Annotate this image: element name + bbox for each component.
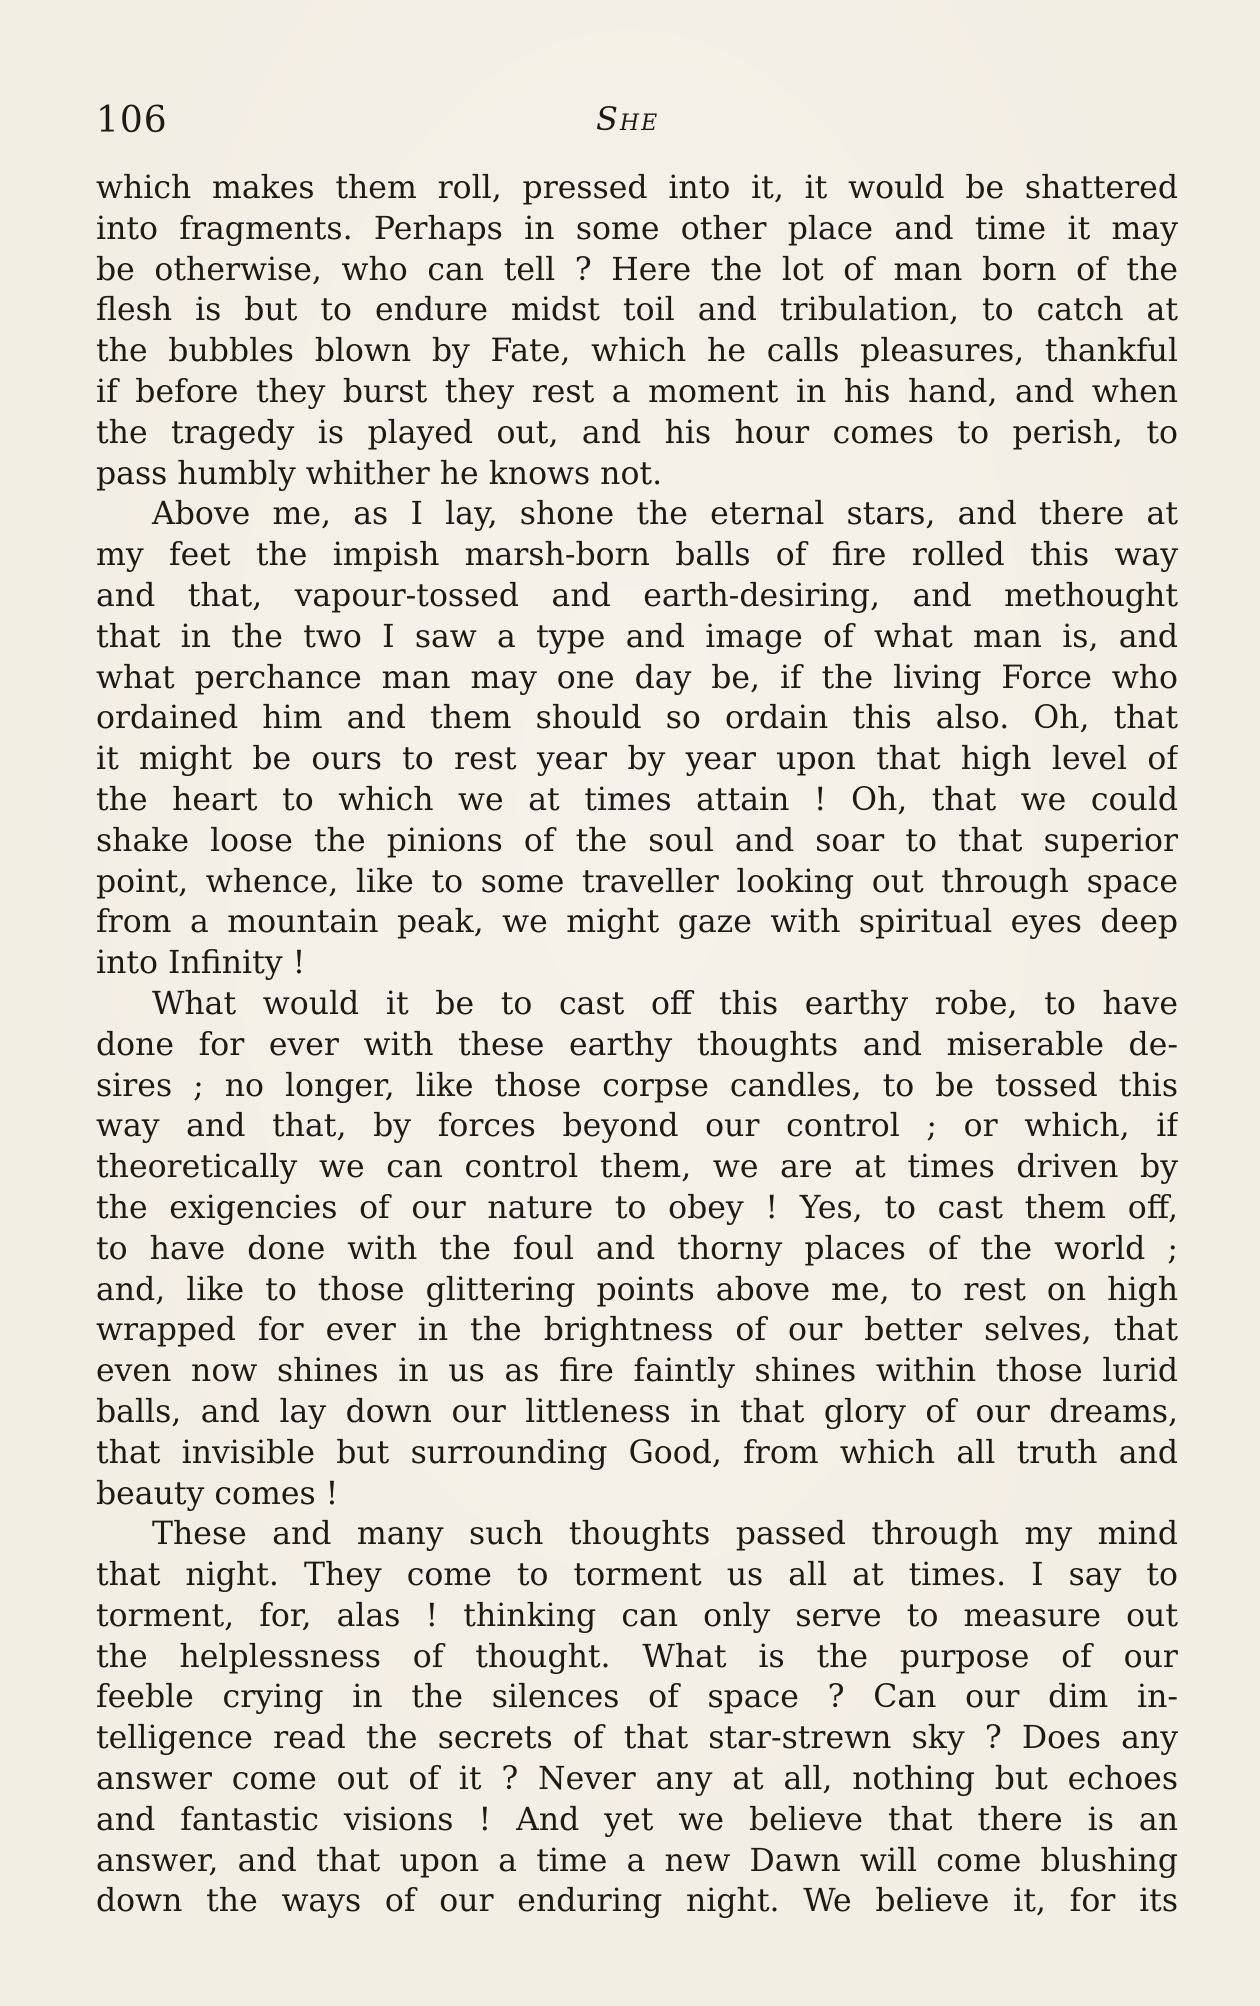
text-line: and that, vapour-tossed and earth-desiring, and methought <box>96 577 1178 614</box>
text-line: sires ; no longer, like those corpse candles, to be tossed this <box>96 1067 1178 1104</box>
text-line: if before they burst they rest a moment in his hand, and when <box>96 373 1178 410</box>
text-line: flesh is but to endure midst toil and tribulation, to catch at <box>96 292 1178 329</box>
text-line: answer come out of it ? Never any at all, nothing but echoes <box>96 1761 1178 1798</box>
body-text <box>96 168 1178 1922</box>
text-line: the helplessness of thought. What is the purpose of our <box>96 1638 1178 1675</box>
text-line: torment, for, alas ! thinking can only serve to measure out <box>96 1597 1178 1634</box>
text-line: the heart to which we at times attain ! Oh, that we could <box>96 781 1178 818</box>
running-title: She <box>596 100 660 138</box>
text-line: my feet the impish marsh-born balls of fire rolled this way <box>96 537 1178 574</box>
text-line: theoretically we can control them, we are at times driven by <box>96 1149 1178 1186</box>
text-line: it might be ours to rest year by year upon that high level of <box>96 741 1178 778</box>
text-line: These and many such thoughts passed through my mind <box>152 1516 1178 1553</box>
text-line: the exigencies of our nature to obey ! Yes, to cast them off, <box>96 1189 1178 1226</box>
text-line: that in the two I saw a type and image of what man is, and <box>96 618 1178 655</box>
text-line: ordained him and them should so ordain this also. Oh, that <box>96 700 1178 737</box>
text-line: answer, and that upon a time a new Dawn will come blushing <box>96 1842 1178 1879</box>
text-line: even now shines in us as fire faintly shines within those lurid <box>96 1353 1178 1390</box>
page-number: 106 <box>96 100 168 141</box>
text-line: from a mountain peak, we might gaze with spiritual eyes deep <box>96 904 1178 941</box>
text-line: to have done with the foul and thorny places of the world ; <box>96 1230 1178 1267</box>
text-line: beauty comes ! <box>96 1475 339 1512</box>
text-line: shake loose the pinions of the soul and soar to that superior <box>96 822 1178 859</box>
text-line: point, whence, like to some traveller looking out through space <box>96 863 1178 900</box>
running-head <box>96 100 1186 156</box>
text-line: feeble crying in the silences of space ? Can our dim in- <box>96 1679 1178 1716</box>
text-line: What would it be to cast off this earthy robe, to have <box>152 985 1178 1022</box>
text-line: which makes them roll, pressed into it, it would be shattered <box>96 170 1178 206</box>
text-line: the bubbles blown by Fate, which he calls pleasures, thankful <box>96 333 1178 370</box>
text-line: balls, and lay down our littleness in that glory of our dreams, <box>96 1393 1178 1430</box>
text-line: into Infinity ! <box>96 945 306 982</box>
text-line: be otherwise, who can tell ? Here the lot of man born of the <box>96 251 1178 288</box>
text-line: wrapped for ever in the brightness of our better selves, that <box>96 1312 1178 1349</box>
text-line: way and that, by forces beyond our control ; or which, if <box>96 1108 1178 1145</box>
text-line: done for ever with these earthy thoughts and miserable de- <box>96 1026 1178 1063</box>
text-line: what perchance man may one day be, if the living Force who <box>96 659 1178 696</box>
text-line: Above me, as I lay, shone the eternal stars, and there at <box>152 496 1178 533</box>
text-line: into fragments. Perhaps in some other place and time it may <box>96 210 1178 247</box>
text-line: that night. They come to torment us all at times. I say to <box>96 1557 1178 1594</box>
text-line: and, like to those glittering points above me, to rest on high <box>96 1271 1178 1308</box>
text-line: the tragedy is played out, and his hour comes to perish, to <box>96 414 1178 451</box>
text-line: that invisible but surrounding Good, from which all truth and <box>96 1434 1178 1471</box>
text-line: and fantastic visions ! And yet we believe that there is an <box>96 1801 1178 1838</box>
text-line: pass humbly whither he knows not. <box>96 455 663 492</box>
text-line: down the ways of our enduring night. We believe it, for its <box>96 1883 1178 1920</box>
text-line: telligence read the secrets of that star-strewn sky ? Does any <box>96 1720 1178 1757</box>
